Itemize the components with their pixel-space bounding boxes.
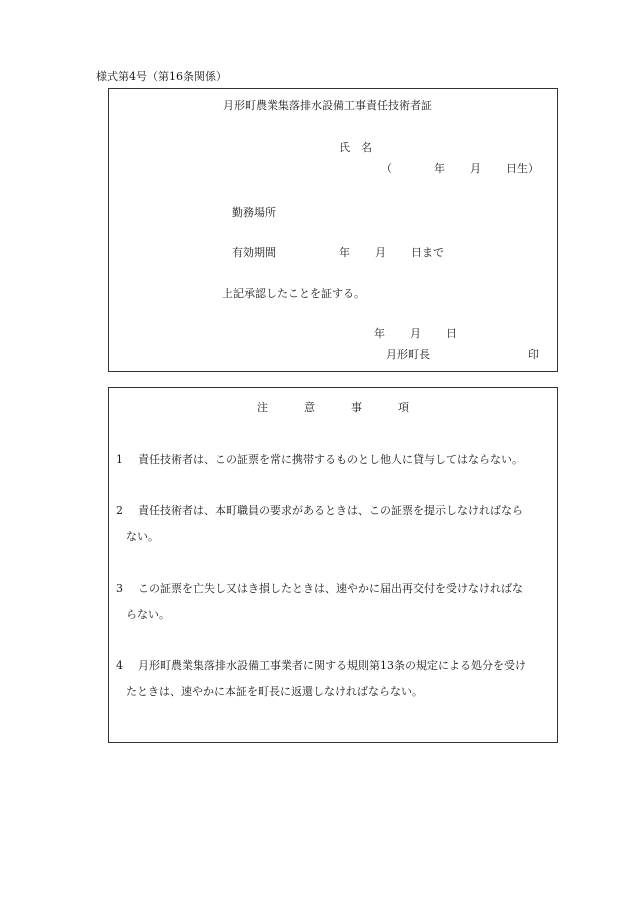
validity-day-label: 日まで: [411, 246, 444, 259]
birth-month-label: 月: [470, 162, 481, 175]
notes-heading-char-3: 事: [351, 401, 362, 414]
certificate-box: [108, 88, 558, 372]
validity-label: 有効期間: [232, 246, 276, 259]
certificate-title: 月形町農業集落排水設備工事責任技術者証: [223, 99, 432, 112]
seal-mark: 印: [528, 348, 539, 361]
note-text-line2: らない。: [126, 608, 170, 621]
note-text-line1: 月形町農業集落排水設備工事業者に関する規則第13条の規定による処分を受け: [138, 659, 526, 672]
note-text-line2: たときは、速やかに本証を町長に返還しなければならない。: [126, 685, 423, 698]
note-text-line1: 責任技術者は、この証票を常に携帯するものとし他人に貸与してはならない。: [138, 453, 523, 466]
issue-day-label: 日: [446, 327, 457, 340]
note-number: 2: [116, 504, 123, 517]
birth-day-label: 日生）: [506, 162, 539, 175]
workplace-label: 勤務場所: [232, 206, 276, 219]
note-text-line1: 責任技術者は、本町職員の要求があるときは、この証票を提示しなければなら: [138, 504, 523, 517]
note-text-line2: ない。: [126, 530, 159, 543]
notes-heading-char-1: 注: [257, 401, 268, 414]
note-number: 1: [116, 453, 123, 466]
notes-heading-char-2: 意: [304, 401, 315, 414]
validity-year-label: 年: [339, 246, 350, 259]
issue-year-label: 年: [374, 327, 385, 340]
issuer-label: 月形町長: [386, 348, 430, 361]
birth-year-label: 年: [434, 162, 445, 175]
note-text-line1: この証票を亡失し又はき損したときは、速やかに届出再交付を受けなければな: [138, 582, 523, 595]
notes-heading-char-4: 項: [398, 401, 409, 414]
name-label: 氏 名: [339, 141, 372, 154]
certification-statement: 上記承認したことを証する。: [222, 287, 365, 300]
form-number: 様式第4号（第16条関係）: [96, 70, 227, 83]
validity-month-label: 月: [375, 246, 386, 259]
birth-open-paren: （: [381, 162, 392, 175]
issue-month-label: 月: [410, 327, 421, 340]
note-number: 4: [116, 659, 123, 672]
note-number: 3: [116, 582, 123, 595]
